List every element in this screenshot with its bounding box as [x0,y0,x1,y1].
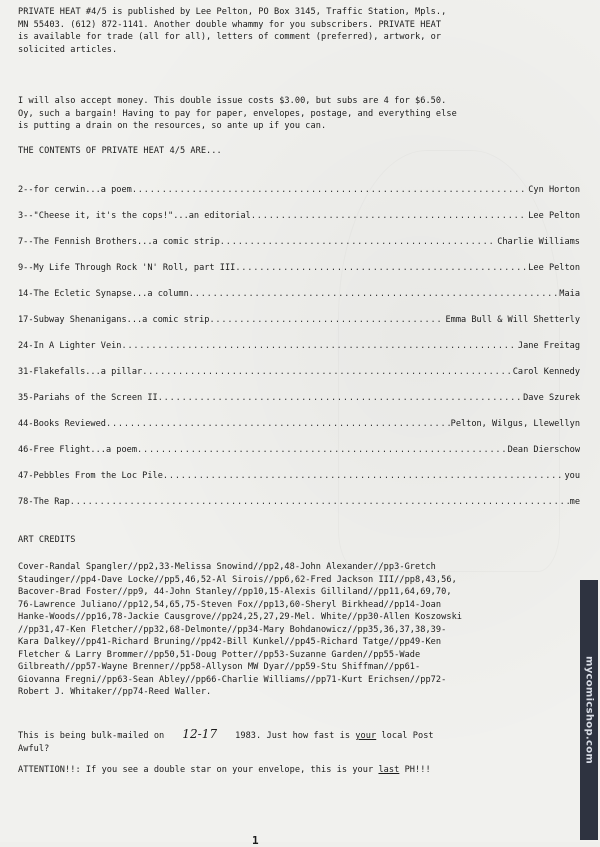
contents-heading: THE CONTENTS OF PRIVATE HEAT 4/5 ARE... [18,146,222,156]
art-credit-line: Robert J. Whitaker//pp74-Reed Waller. [18,687,212,697]
art-credit-line: Staudinger//pp4-Dave Locke//pp5,46,52-Al Sirois//pp6,62-Fred Jackson III//pp8,43,56, [18,574,457,585]
money-line: I will also accept money. This double issue costs $3.00, but subs are 4 for $6.50. [18,96,447,106]
toc-row [18,392,580,418]
art-credits-list [18,561,578,699]
toc-title: 9--My Life Through Rock 'N' Roll, part III [18,263,236,273]
toc-row [18,470,580,496]
toc-leader-dots [137,444,507,456]
toc-row [18,444,580,470]
art-credit-line: Hanke-Woods//pp16,78-Jackie Causgrove//pp24,25,27,29-Mel. White//pp30-Allen Koszowski [18,612,463,622]
art-credit-line: Giovanna Fregni//pp63-Sean Abley//pp66-Charlie Williams//pp71-Kurt Erichsen//pp72- [18,674,447,685]
handwritten-date: 12-17 [182,727,218,741]
toc-title: 14-The Ecletic Synapse...a column [18,289,189,299]
toc-row [18,314,580,340]
toc-title: 3--"Cheese it, it's the cops!"...an editorial [18,211,251,221]
toc-row [18,288,580,314]
toc-title: 2--for cerwin...a poem [18,185,132,195]
toc-row [18,496,580,522]
toc-title: 24-In A Lighter Vein [18,341,122,351]
toc-leader-dots [106,418,450,430]
bulk-text: This is being bulk-mailed on [18,731,165,741]
attention-note [18,764,578,777]
toc-leader-dots [209,314,444,326]
toc-author: Jane Freitag [517,341,580,351]
toc-author: Carol Kennedy [512,367,580,377]
toc-row [18,236,580,262]
intro-line: MN 55403. (612) 872-1141. Another double whammy for you subscribers. PRIVATE HEAT [18,19,442,30]
toc-leader-dots [121,340,516,352]
art-credit-line: Bacover-Brad Foster//pp9, 44-John Stanley//pp10,15-Alexis Gilliland//pp11,64,69,70, [18,587,452,597]
table-of-contents [18,184,580,522]
toc-row [18,366,580,392]
intro-paragraph [18,6,578,56]
last-underlined: last [378,765,400,775]
toc-leader-dots [142,366,512,378]
your-underlined: your [355,731,377,741]
intro-line: solicited articles. [18,44,118,55]
toc-author: me [569,497,580,507]
toc-title: 17-Subway Shenanigans...a comic strip [18,315,210,325]
money-paragraph [18,95,578,133]
toc-leader-dots [189,288,559,300]
toc-row [18,210,580,236]
art-credit-line: 76-Lawrence Juliano//pp12,54,65,75-Steven Fox//pp13,60-Sheryl Birkhead//pp14-Joan [18,599,442,610]
toc-leader-dots [251,210,527,222]
toc-author: Maia [559,289,580,299]
bulk-line [18,728,578,743]
intro-line: is available for trade (all for all), letters of comment (preferred), artwork, or [18,32,442,42]
money-line: Oy, such a bargain! Having to pay for paper, envelopes, postage, and everything else [18,108,457,119]
art-credit-line: //pp31,47-Ken Fletcher//pp32,68-Delmonte//pp34-Mary Bohdanowicz//pp35,36,37,38,39- [18,624,447,635]
bulk-mail-note [18,728,578,755]
bulk-text-2: 1983. Just how fast is [235,731,356,741]
toc-title: 31-Flakefalls...a pillar [18,367,143,377]
toc-author: Lee Pelton [528,211,580,221]
toc-leader-dots [235,262,527,274]
art-credit-line: Gilbreath//pp57-Wayne Brenner//pp58-Allyson MW Dyar//pp59-Stu Shiffman//pp61- [18,662,421,672]
toc-leader-dots [220,236,496,248]
toc-author: Charlie Williams [497,237,580,247]
art-credit-line: Fletcher & Larry Brommer//pp50,51-Doug Potter//pp53-Suzanne Garden//pp55-Wade [18,649,421,660]
toc-title: 46-Free Flight...a poem [18,445,137,455]
attention-text: ATTENTION!!: If you see a double star on your envelope, this is your [18,765,379,775]
attention-ph: PH!!! [399,765,431,775]
intro-line: PRIVATE HEAT #4/5 is published by Lee Pelton, PO Box 3145, Traffic Station, Mpls., [18,7,447,17]
bulk-line-2: Awful? [18,743,50,754]
art-credit-line: Kara Dalkey//pp41-Richard Bruning//pp42-Bill Kunkel//pp45-Richard Tatge//pp49-Ken [18,637,442,647]
toc-author: Dave Szurek [523,393,580,403]
toc-title: 78-The Rap [18,497,70,507]
toc-author: Cyn Horton [528,185,580,195]
toc-row [18,418,580,444]
bulk-text-3: local Post [376,731,434,741]
money-line: is putting a drain on the resources, so ante up if you can. [18,121,327,131]
toc-author: you [564,471,580,481]
toc-leader-dots [70,496,569,508]
toc-leader-dots [158,392,522,404]
toc-title: 35-Pariahs of the Screen II [18,393,158,403]
toc-title: 44-Books Reviewed [18,419,106,429]
art-credit-line: Cover-Randal Spangler//pp2,33-Melissa Snowind//pp2,48-John Alexander//pp3-Gretch [18,562,436,572]
toc-title: 7--The Fennish Brothers...a comic strip [18,237,220,247]
toc-author: Pelton, Wilgus, Llewellyn [450,419,580,429]
toc-row [18,340,580,366]
toc-author: Lee Pelton [528,263,580,273]
toc-leader-dots [163,470,564,482]
toc-leader-dots [132,184,527,196]
toc-row [18,262,580,288]
toc-author: Dean Dierschow [507,445,580,455]
toc-row [18,184,580,210]
page-number: 1 [252,834,259,847]
toc-author: Emma Bull & Will Shetterly [445,315,580,325]
watermark-stamp: mycomicshop.com [580,580,598,840]
art-credits-heading: ART CREDITS [18,535,76,545]
toc-title: 47-Pebbles From the Loc Pile [18,471,163,481]
